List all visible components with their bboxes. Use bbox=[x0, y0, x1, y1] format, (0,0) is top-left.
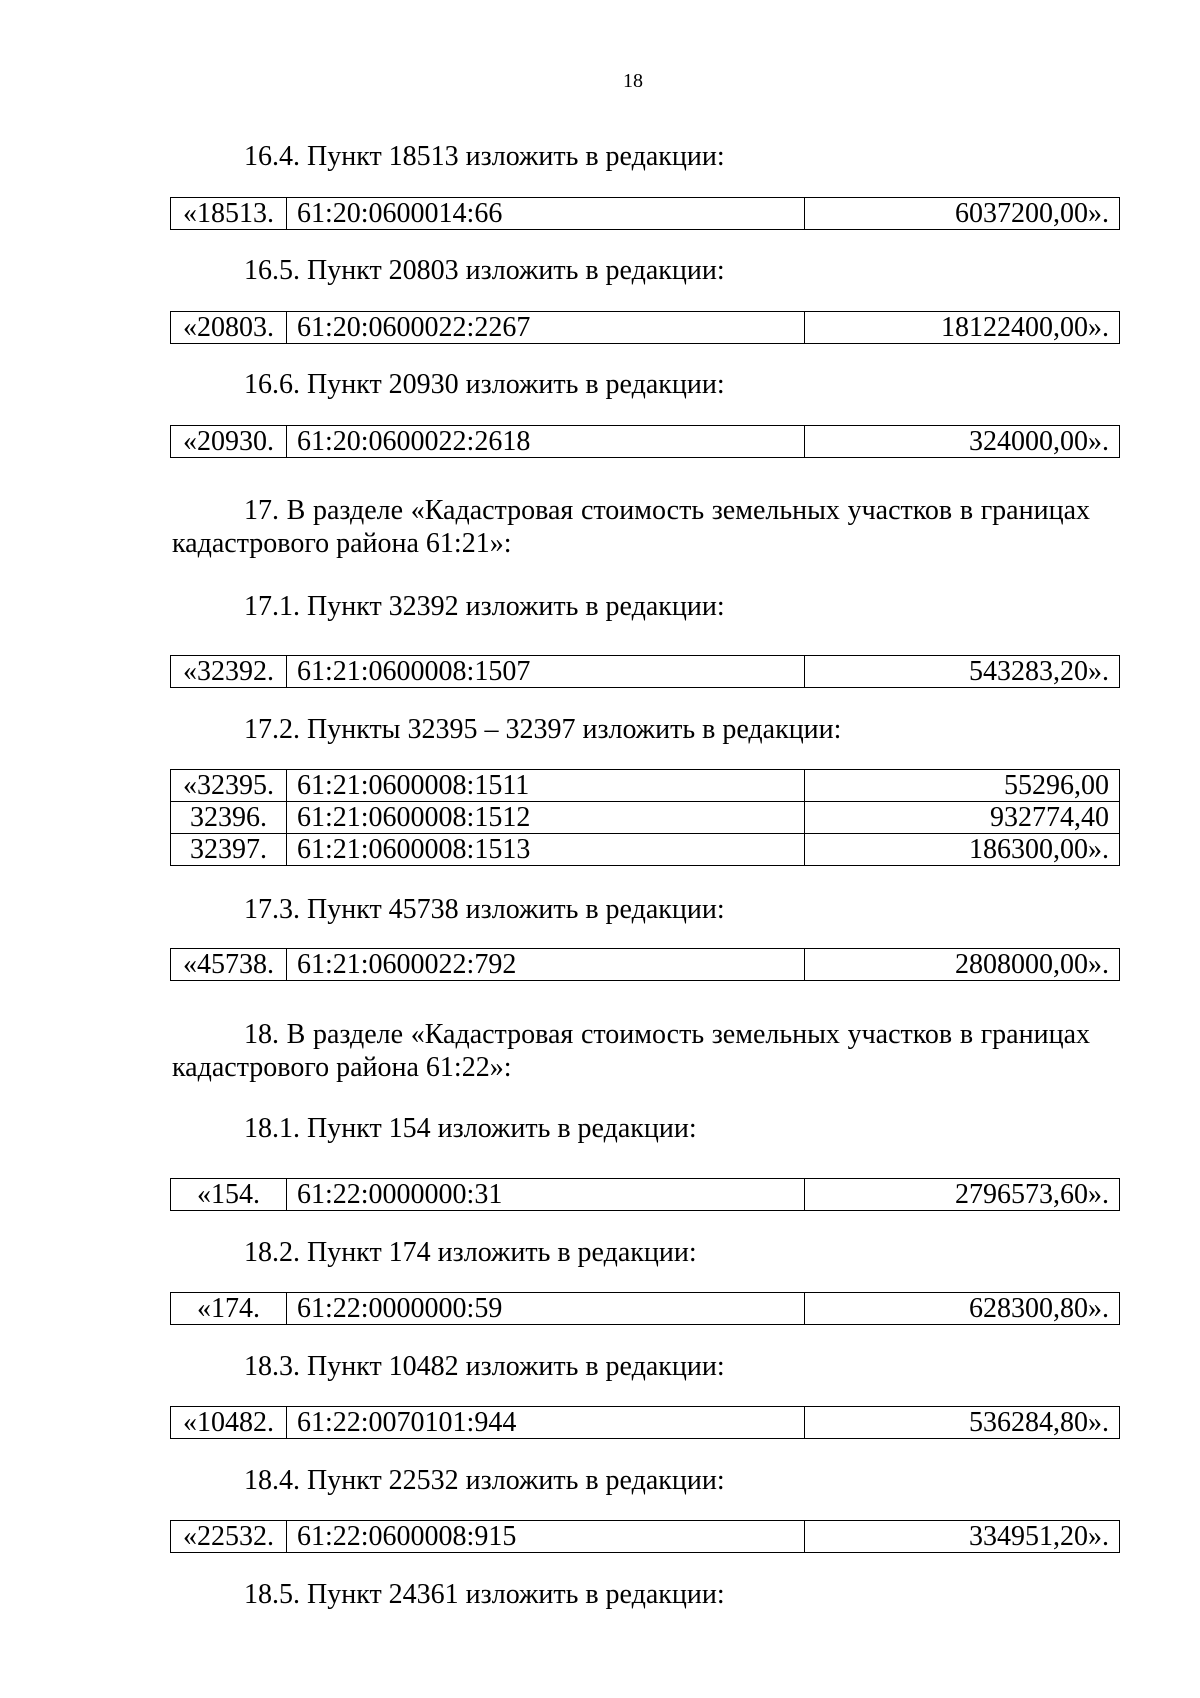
page-number: 18 bbox=[623, 70, 643, 92]
table-row bbox=[171, 834, 1120, 866]
table-row bbox=[171, 1293, 1120, 1325]
value-cell: 536284,80». bbox=[805, 1407, 1120, 1439]
item-18-3-table bbox=[170, 1406, 1120, 1439]
item-number-cell: «32395. bbox=[171, 770, 287, 802]
item-number-cell: 32397. bbox=[171, 834, 287, 866]
item-18-1-table bbox=[170, 1178, 1120, 1211]
table-row bbox=[171, 949, 1120, 981]
section-18-heading: 18. В разделе «Кадастровая стоимость земельных участков в границах кадастрового района 61:22»: bbox=[172, 1019, 1090, 1083]
item-17-1-table bbox=[170, 655, 1120, 688]
item-number-cell: «20930. bbox=[171, 426, 287, 458]
cadastral-number-cell: 61:21:0600008:1513 bbox=[287, 834, 805, 866]
item-number-cell: «10482. bbox=[171, 1407, 287, 1439]
item-18-2-title: 18.2. Пункт 174 изложить в редакции: bbox=[244, 1237, 697, 1268]
table-row bbox=[171, 770, 1120, 802]
cadastral-number-cell: 61:20:0600022:2267 bbox=[287, 312, 805, 344]
cadastral-number-cell: 61:21:0600008:1512 bbox=[287, 802, 805, 834]
item-number-cell: «20803. bbox=[171, 312, 287, 344]
item-16-6-title: 16.6. Пункт 20930 изложить в редакции: bbox=[244, 369, 725, 400]
table-row bbox=[171, 1407, 1120, 1439]
value-cell: 2808000,00». bbox=[805, 949, 1120, 981]
table-row bbox=[171, 426, 1120, 458]
item-number-cell: «18513. bbox=[171, 198, 287, 230]
item-16-5-title: 16.5. Пункт 20803 изложить в редакции: bbox=[244, 255, 725, 286]
cadastral-number-cell: 61:21:0600008:1511 bbox=[287, 770, 805, 802]
item-18-4-title: 18.4. Пункт 22532 изложить в редакции: bbox=[244, 1465, 725, 1496]
item-number-cell: 32396. bbox=[171, 802, 287, 834]
cadastral-number-cell: 61:20:0600022:2618 bbox=[287, 426, 805, 458]
value-cell: 334951,20». bbox=[805, 1521, 1120, 1553]
value-cell: 932774,40 bbox=[805, 802, 1120, 834]
item-16-4-table bbox=[170, 197, 1120, 230]
item-17-2-title: 17.2. Пункты 32395 – 32397 изложить в редакции: bbox=[244, 714, 842, 745]
table-row bbox=[171, 198, 1120, 230]
item-16-6-table bbox=[170, 425, 1120, 458]
table-row bbox=[171, 312, 1120, 344]
item-number-cell: «154. bbox=[171, 1179, 287, 1211]
cadastral-number-cell: 61:21:0600008:1507 bbox=[287, 656, 805, 688]
item-17-3-table bbox=[170, 948, 1120, 981]
cadastral-number-cell: 61:22:0070101:944 bbox=[287, 1407, 805, 1439]
value-cell: 186300,00». bbox=[805, 834, 1120, 866]
table-row bbox=[171, 656, 1120, 688]
item-number-cell: «174. bbox=[171, 1293, 287, 1325]
table-row bbox=[171, 1521, 1120, 1553]
item-number-cell: «45738. bbox=[171, 949, 287, 981]
item-16-4-title: 16.4. Пункт 18513 изложить в редакции: bbox=[244, 141, 725, 172]
item-number-cell: «22532. bbox=[171, 1521, 287, 1553]
table-row bbox=[171, 802, 1120, 834]
item-18-1-title: 18.1. Пункт 154 изложить в редакции: bbox=[244, 1113, 697, 1144]
item-17-3-title: 17.3. Пункт 45738 изложить в редакции: bbox=[244, 894, 725, 925]
value-cell: 6037200,00». bbox=[805, 198, 1120, 230]
value-cell: 324000,00». bbox=[805, 426, 1120, 458]
cadastral-number-cell: 61:20:0600014:66 bbox=[287, 198, 805, 230]
item-18-5-title: 18.5. Пункт 24361 изложить в редакции: bbox=[244, 1579, 725, 1610]
cadastral-number-cell: 61:22:0000000:31 bbox=[287, 1179, 805, 1211]
section-17-heading: 17. В разделе «Кадастровая стоимость земельных участков в границах кадастрового района 61:21»: bbox=[172, 495, 1090, 559]
item-18-2-table bbox=[170, 1292, 1120, 1325]
table-row bbox=[171, 1179, 1120, 1211]
item-number-cell: «32392. bbox=[171, 656, 287, 688]
cadastral-number-cell: 61:22:0000000:59 bbox=[287, 1293, 805, 1325]
value-cell: 2796573,60». bbox=[805, 1179, 1120, 1211]
item-17-2-table bbox=[170, 769, 1120, 866]
item-18-4-table bbox=[170, 1520, 1120, 1553]
value-cell: 18122400,00». bbox=[805, 312, 1120, 344]
value-cell: 55296,00 bbox=[805, 770, 1120, 802]
item-17-1-title: 17.1. Пункт 32392 изложить в редакции: bbox=[244, 591, 725, 622]
value-cell: 543283,20». bbox=[805, 656, 1120, 688]
cadastral-number-cell: 61:21:0600022:792 bbox=[287, 949, 805, 981]
item-18-3-title: 18.3. Пункт 10482 изложить в редакции: bbox=[244, 1351, 725, 1382]
value-cell: 628300,80». bbox=[805, 1293, 1120, 1325]
cadastral-number-cell: 61:22:0600008:915 bbox=[287, 1521, 805, 1553]
item-16-5-table bbox=[170, 311, 1120, 344]
